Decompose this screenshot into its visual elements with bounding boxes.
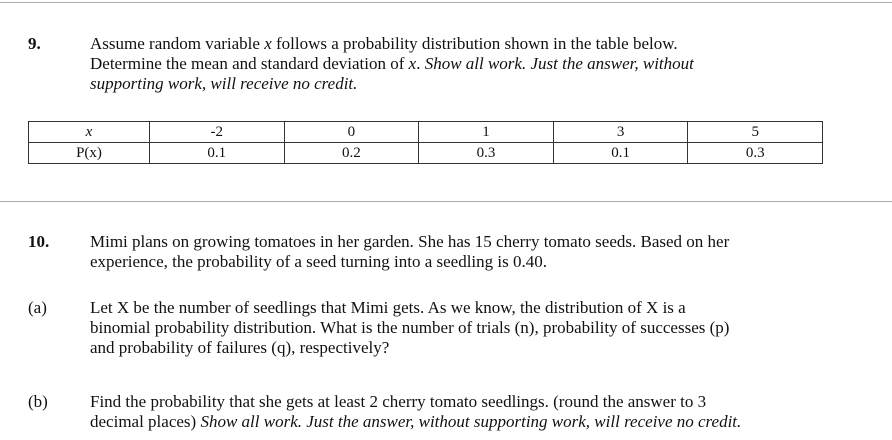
question-9-line-2: Determine the mean and standard deviation of x. Show all work. Just the answer, without: [90, 54, 694, 73]
table-cell-x-1: -2: [150, 122, 285, 143]
table-cell-x-3: 1: [419, 122, 554, 143]
section-divider: [0, 201, 892, 202]
question-10-intro-line-2: experience, the probability of a seed turning into a seedling is 0.40.: [90, 252, 547, 271]
part-a-line-1: Let X be the number of seedlings that Mimi gets. As we know, the distribution of X is a: [90, 298, 686, 317]
question-10-number: 10.: [28, 232, 50, 251]
part-b-line-1: Find the probability that she gets at least 2 cherry tomato seedlings. (round the answer to 3: [90, 392, 707, 411]
question-9-line-1: Assume random variable x follows a probability distribution shown in the table below.: [90, 34, 678, 53]
table-cell-p-2: 0.2: [284, 143, 419, 164]
probability-distribution-table: [28, 121, 823, 164]
table-cell-x-5: 5: [688, 122, 823, 143]
table-cell-x-4: 3: [553, 122, 688, 143]
table-cell-p-5: 0.3: [688, 143, 823, 164]
part-b-line-2: decimal places) Show all work. Just the answer, without supporting work, will receive no credit.: [90, 412, 742, 431]
part-a-line-3: and probability of failures (q), respectively?: [90, 338, 390, 357]
table-cell-p-4: 0.1: [553, 143, 688, 164]
part-b-label: (b): [28, 392, 48, 411]
table-header-x: x: [29, 122, 150, 143]
question-9-text: [90, 34, 880, 94]
table-row-px: [29, 143, 823, 164]
table-header-px: P(x): [29, 143, 150, 164]
table-cell-p-3: 0.3: [419, 143, 554, 164]
top-divider: [0, 2, 892, 3]
question-9-number: 9.: [28, 34, 41, 53]
question-10-intro: [90, 232, 880, 272]
part-b-text: [90, 392, 880, 432]
table-cell-x-2: 0: [284, 122, 419, 143]
table-row-x: [29, 122, 823, 143]
part-a-line-2: binomial probability distribution. What is the number of trials (n), probability of successes (p): [90, 318, 730, 337]
table-cell-p-1: 0.1: [150, 143, 285, 164]
part-a-label: (a): [28, 298, 47, 317]
question-9-line-3: supporting work, will receive no credit.: [90, 74, 358, 93]
part-a-text: [90, 298, 880, 358]
question-10-intro-line-1: Mimi plans on growing tomatoes in her garden. She has 15 cherry tomato seeds. Based on her: [90, 232, 730, 251]
